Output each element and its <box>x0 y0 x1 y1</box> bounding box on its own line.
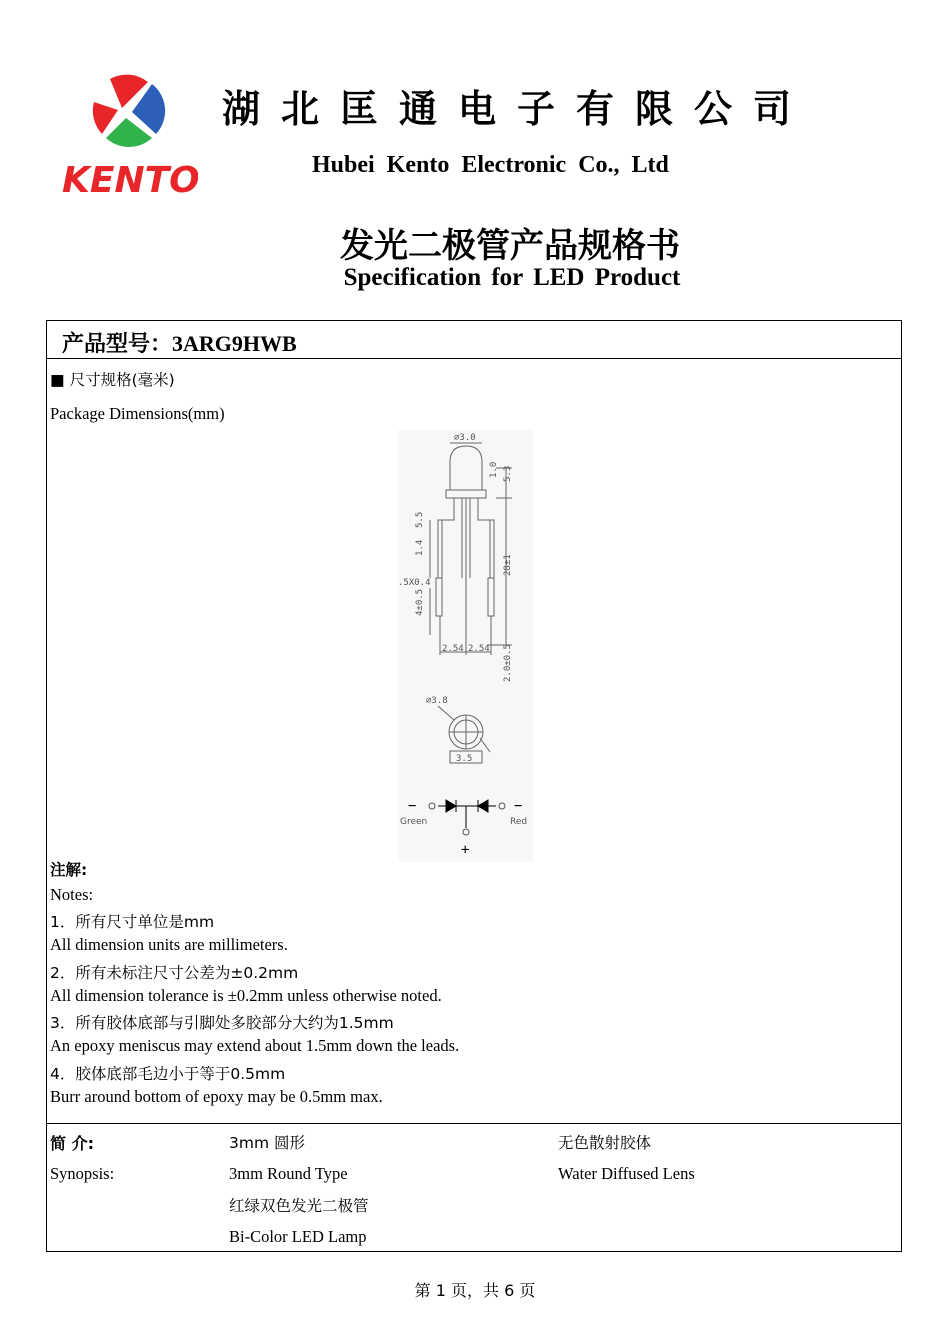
note-1-cn: 1．所有尺寸单位是mm <box>50 913 215 931</box>
synopsis-label-cn: 简 介: <box>50 1134 94 1153</box>
page-footer: 第 1 页，共 6 页 <box>414 1281 536 1300</box>
dim-1-4: 1.4 <box>415 539 425 556</box>
synopsis-type-cn: 红绿双色发光二极管 <box>229 1197 369 1215</box>
note-1-en: All dimension units are millimeters. <box>50 935 288 954</box>
synopsis-lens-cn: 无色散射胶体 <box>558 1134 652 1152</box>
note-3-cn: 3．所有胶体底部与引脚处多胶部分大约为1.5mm <box>50 1014 394 1032</box>
company-name-en: Hubei Kento Electronic Co., Ltd <box>312 152 669 178</box>
package-drawing <box>398 430 533 862</box>
dim-dia-top: ∅3.0 <box>454 433 476 443</box>
note-3-en: An epoxy meniscus may extend about 1.5mm down the leads. <box>50 1036 460 1055</box>
note-4-cn: 4．胶体底部毛边小于等于0.5mm <box>50 1065 286 1083</box>
dim-3-5: 3.5 <box>456 754 473 764</box>
synopsis-label-en: Synopsis: <box>50 1164 115 1183</box>
dim-dia-base: ∅3.8 <box>426 696 448 706</box>
dim-5-5: 5.5 <box>415 511 425 528</box>
dim-28: 28±1 <box>503 554 513 576</box>
document-title-cn: 发光二极管产品规格书 <box>340 226 680 266</box>
dim-2: 2.0±0.5 <box>503 644 513 682</box>
model-value: 3ARG9HWB <box>172 331 297 356</box>
kento-logo <box>58 72 198 202</box>
note-2-cn: 2．所有未标注尺寸公差为±0.2mm <box>50 964 299 982</box>
dim-4: 4±0.5 <box>415 588 425 616</box>
synopsis-type-en: Bi-Color LED Lamp <box>229 1227 367 1246</box>
note-2-en: All dimension tolerance is ±0.2mm unless otherwise noted. <box>50 986 442 1005</box>
company-name-cn: 湖北匡通电子有限公司 <box>222 86 813 131</box>
synopsis-size-en: 3mm Round Type <box>229 1164 348 1183</box>
dim-pitch-a: 2.54 <box>442 644 464 654</box>
notes-heading-en: Notes: <box>50 885 94 904</box>
synopsis-size-cn: 3mm 圆形 <box>229 1134 305 1152</box>
document-title-en: Specification for LED Product <box>343 264 681 291</box>
dim-5-3: 5.3 <box>503 465 513 482</box>
dim-1-0: 1.0 <box>489 461 499 478</box>
label-green: Green <box>400 817 428 827</box>
model-number <box>62 327 297 358</box>
dim-pitch-b: 2.54 <box>468 644 490 654</box>
synopsis-divider <box>46 1123 902 1124</box>
minus-left: − <box>408 798 417 814</box>
dimensions-heading-en: Package Dimensions(mm) <box>50 404 225 423</box>
dim-lead: .5X0.4 <box>398 578 431 588</box>
minus-right: − <box>514 798 523 814</box>
model-label: 产品型号： <box>62 331 173 357</box>
label-red: Red <box>510 817 528 827</box>
dimensions-heading-cn: ■ 尺寸规格(毫米) <box>50 371 175 389</box>
logo-text: KENTO <box>62 160 198 201</box>
note-4-en: Burr around bottom of epoxy may be 0.5mm max. <box>50 1087 383 1106</box>
notes-heading-cn: 注解: <box>50 861 88 879</box>
synopsis-lens-en: Water Diffused Lens <box>558 1164 695 1183</box>
plus-sign: + <box>461 842 470 858</box>
